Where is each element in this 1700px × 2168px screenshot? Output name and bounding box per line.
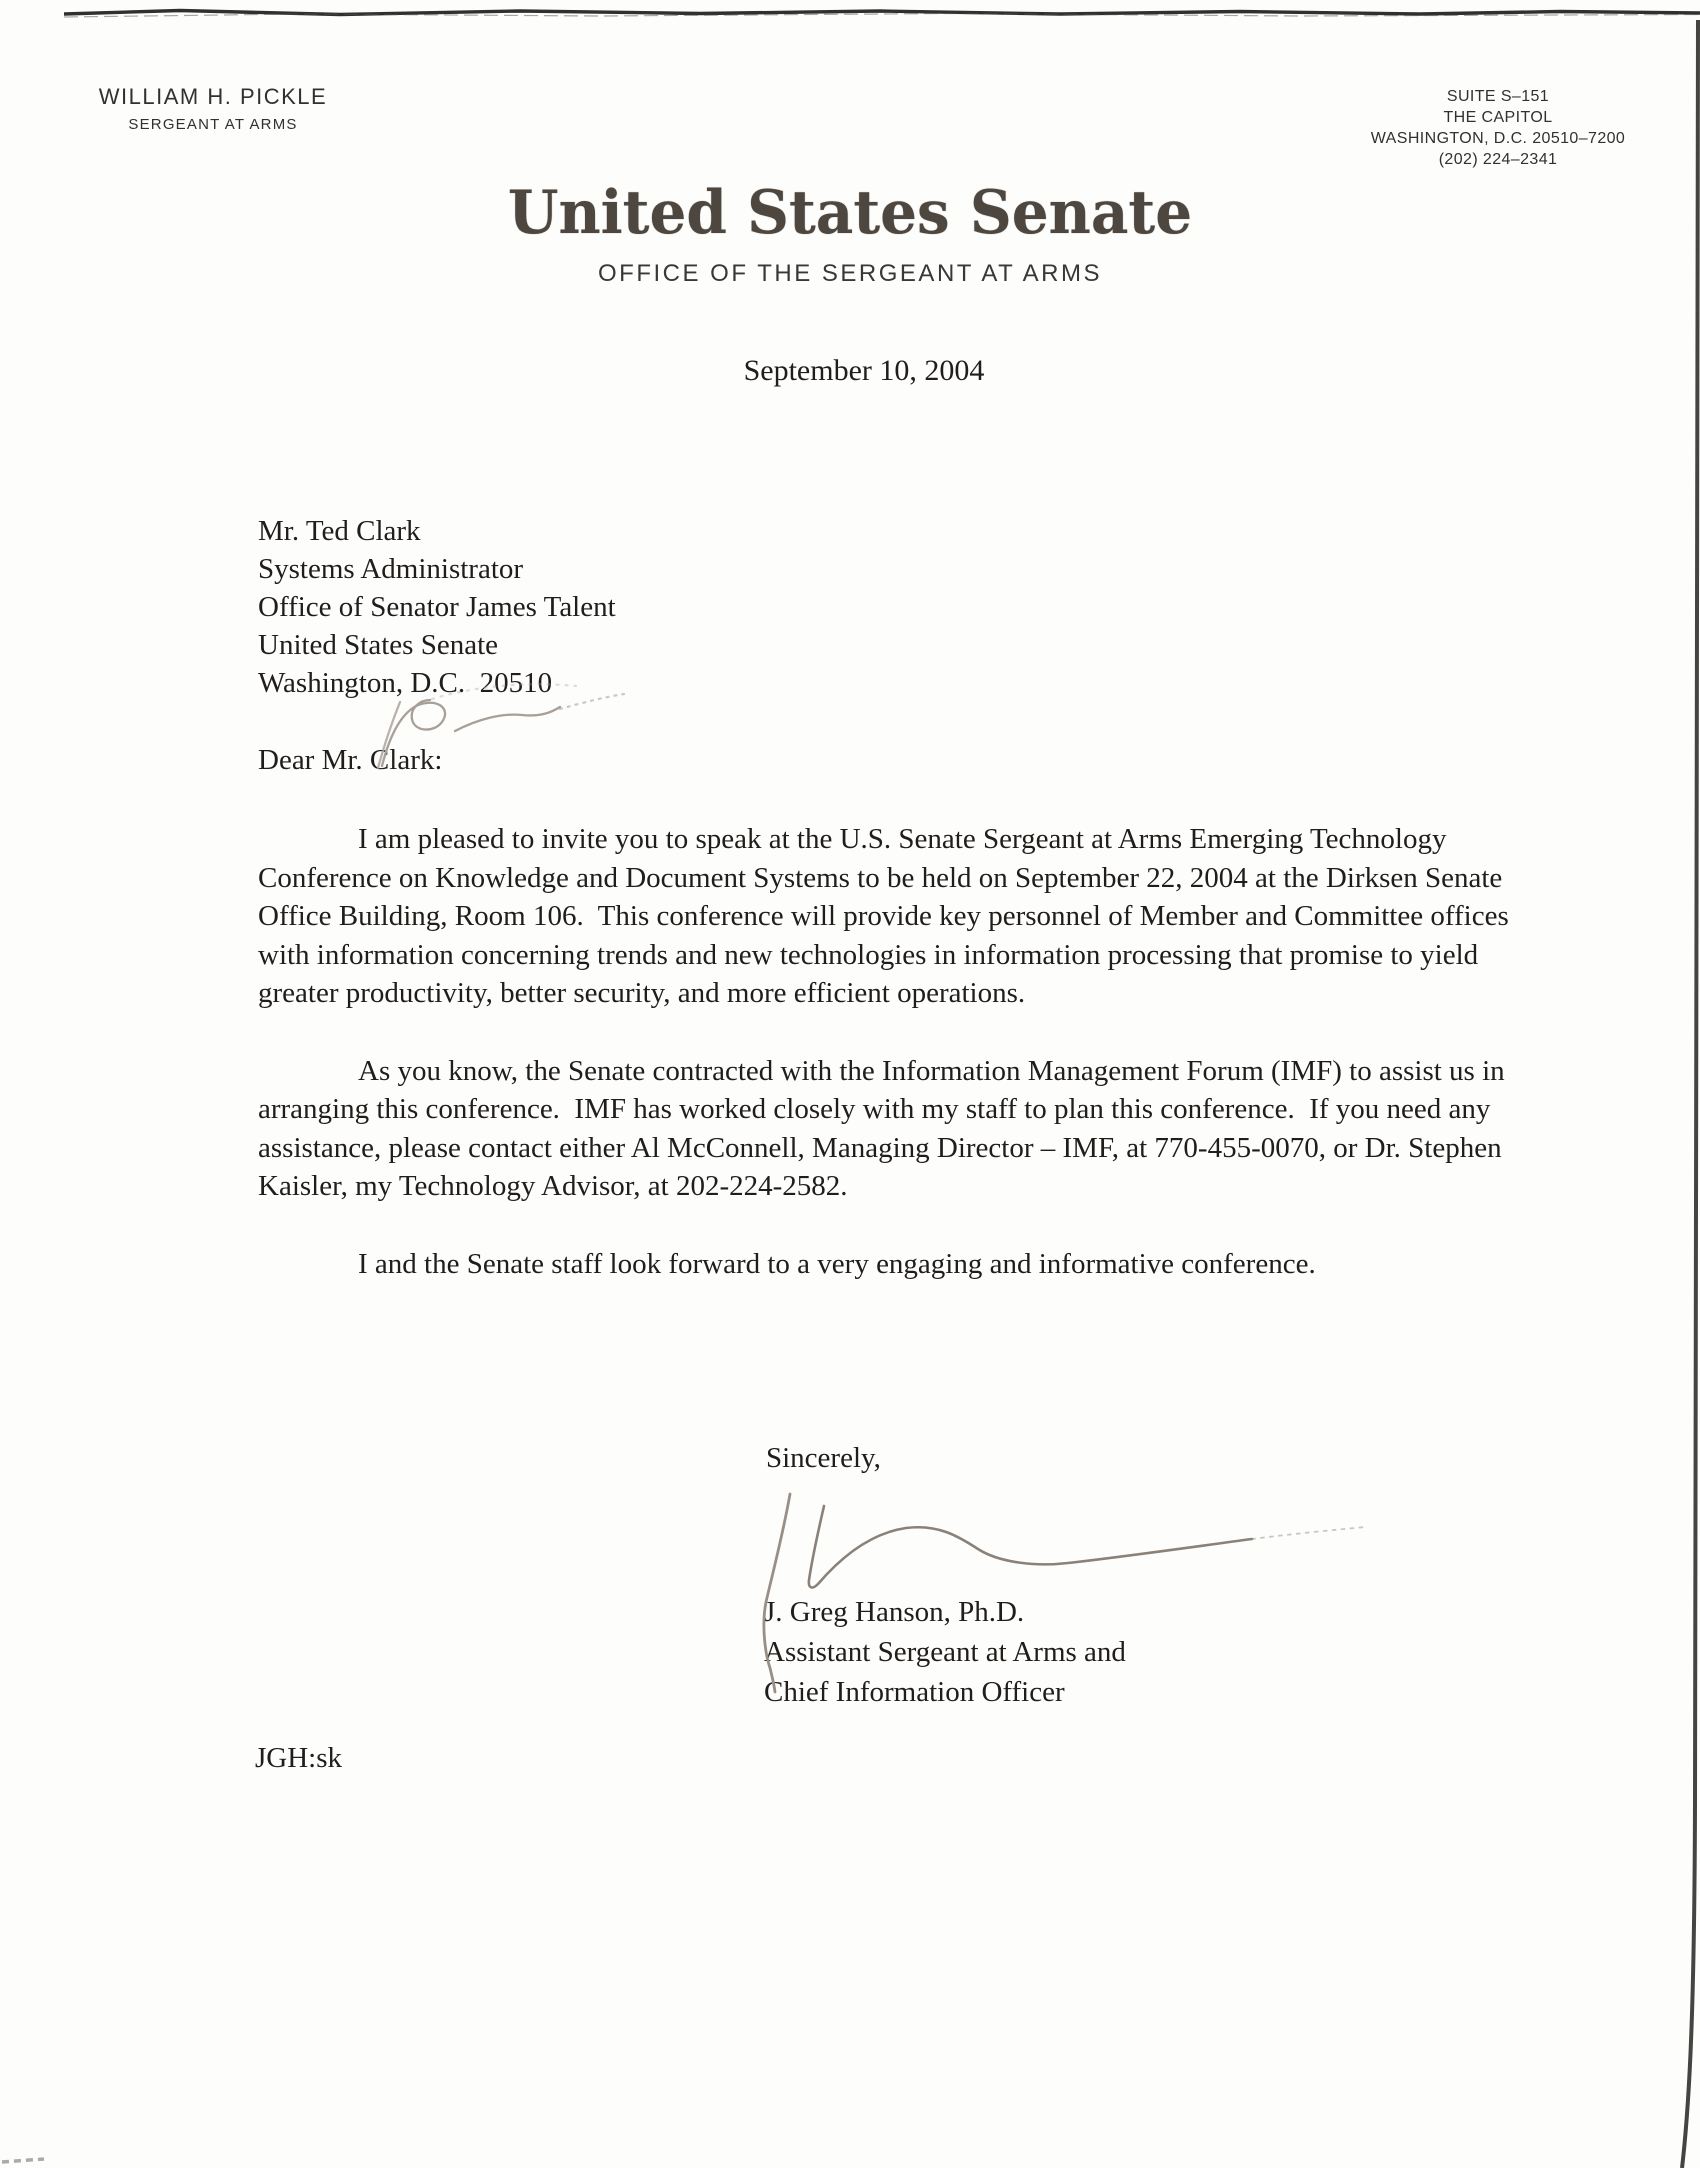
signer-name: J. Greg Hanson, Ph.D. bbox=[764, 1596, 1025, 1628]
address-line-phone: (202) 224–2341 bbox=[1438, 151, 1558, 168]
letter-body bbox=[258, 820, 1528, 1322]
recipient-title: Systems Administrator bbox=[258, 553, 524, 585]
recipient-org: United States Senate bbox=[258, 629, 499, 661]
address-line-city: WASHINGTON, D.C. 20510–7200 bbox=[1370, 130, 1626, 147]
paragraph-imf-contacts: As you know, the Senate contracted with the Information Management Forum (IMF) to assist us in arranging this conference. IMF has worked closely with my staff to plan this conference. If you need any assistance, please contact either Al McConnell, Managing Director – IMF, at 770-455-0070, or Dr. Stephen Kaisler, my Technology Advisor, at 202-224-2582. bbox=[258, 1054, 1512, 1202]
letter-date: September 10, 2004 bbox=[743, 354, 985, 387]
scan-smudge-bottom-left bbox=[2, 2159, 44, 2162]
recipient-office: Office of Senator James Talent bbox=[258, 591, 616, 623]
reference-initials: JGH:sk bbox=[255, 1742, 343, 1774]
recipient-name: Mr. Ted Clark bbox=[258, 515, 421, 547]
official-name: WILLIAM H. PICKLE bbox=[98, 84, 328, 109]
paragraph-invitation: I am pleased to invite you to speak at the U.S. Senate Sergeant at Arms Emerging Technology Conference on Knowledge and Document Systems to be held on September 22, 2004 at the Dirksen Senate Office Building, Room 106. This conference will provide key personnel of Member and Committee offices with information concerning trends and new technologies in information processing that promise to yield greater productivity, better security, and more efficient operations. bbox=[258, 823, 1516, 1009]
official-title: SERGEANT AT ARMS bbox=[128, 116, 298, 133]
scan-edge-artifact-right bbox=[1682, 20, 1698, 2168]
org-name-blackletter: United States Senate bbox=[507, 176, 1193, 248]
letterhead-official-block bbox=[98, 84, 328, 133]
address-line-suite: SUITE S–151 bbox=[1446, 88, 1550, 105]
salutation: Dear Mr. Clark: bbox=[258, 744, 443, 776]
signer-block bbox=[764, 1592, 1126, 1712]
letterhead-address-block bbox=[1338, 86, 1658, 170]
paragraph-lookforward: I and the Senate staff look forward to a very engaging and informative conference. bbox=[358, 1247, 1316, 1280]
office-name: OFFICE OF THE SERGEANT AT ARMS bbox=[598, 260, 1102, 287]
recipient-city: Washington, D.C. 20510 bbox=[258, 667, 553, 699]
address-line-building: THE CAPITOL bbox=[1443, 109, 1553, 126]
signer-title-line2: Chief Information Officer bbox=[764, 1676, 1065, 1708]
signer-title-line1: Assistant Sergeant at Arms and bbox=[764, 1636, 1126, 1668]
scan-edge-artifact-top bbox=[64, 11, 1700, 18]
closing: Sincerely, bbox=[766, 1442, 881, 1474]
recipient-address-block bbox=[258, 512, 616, 702]
